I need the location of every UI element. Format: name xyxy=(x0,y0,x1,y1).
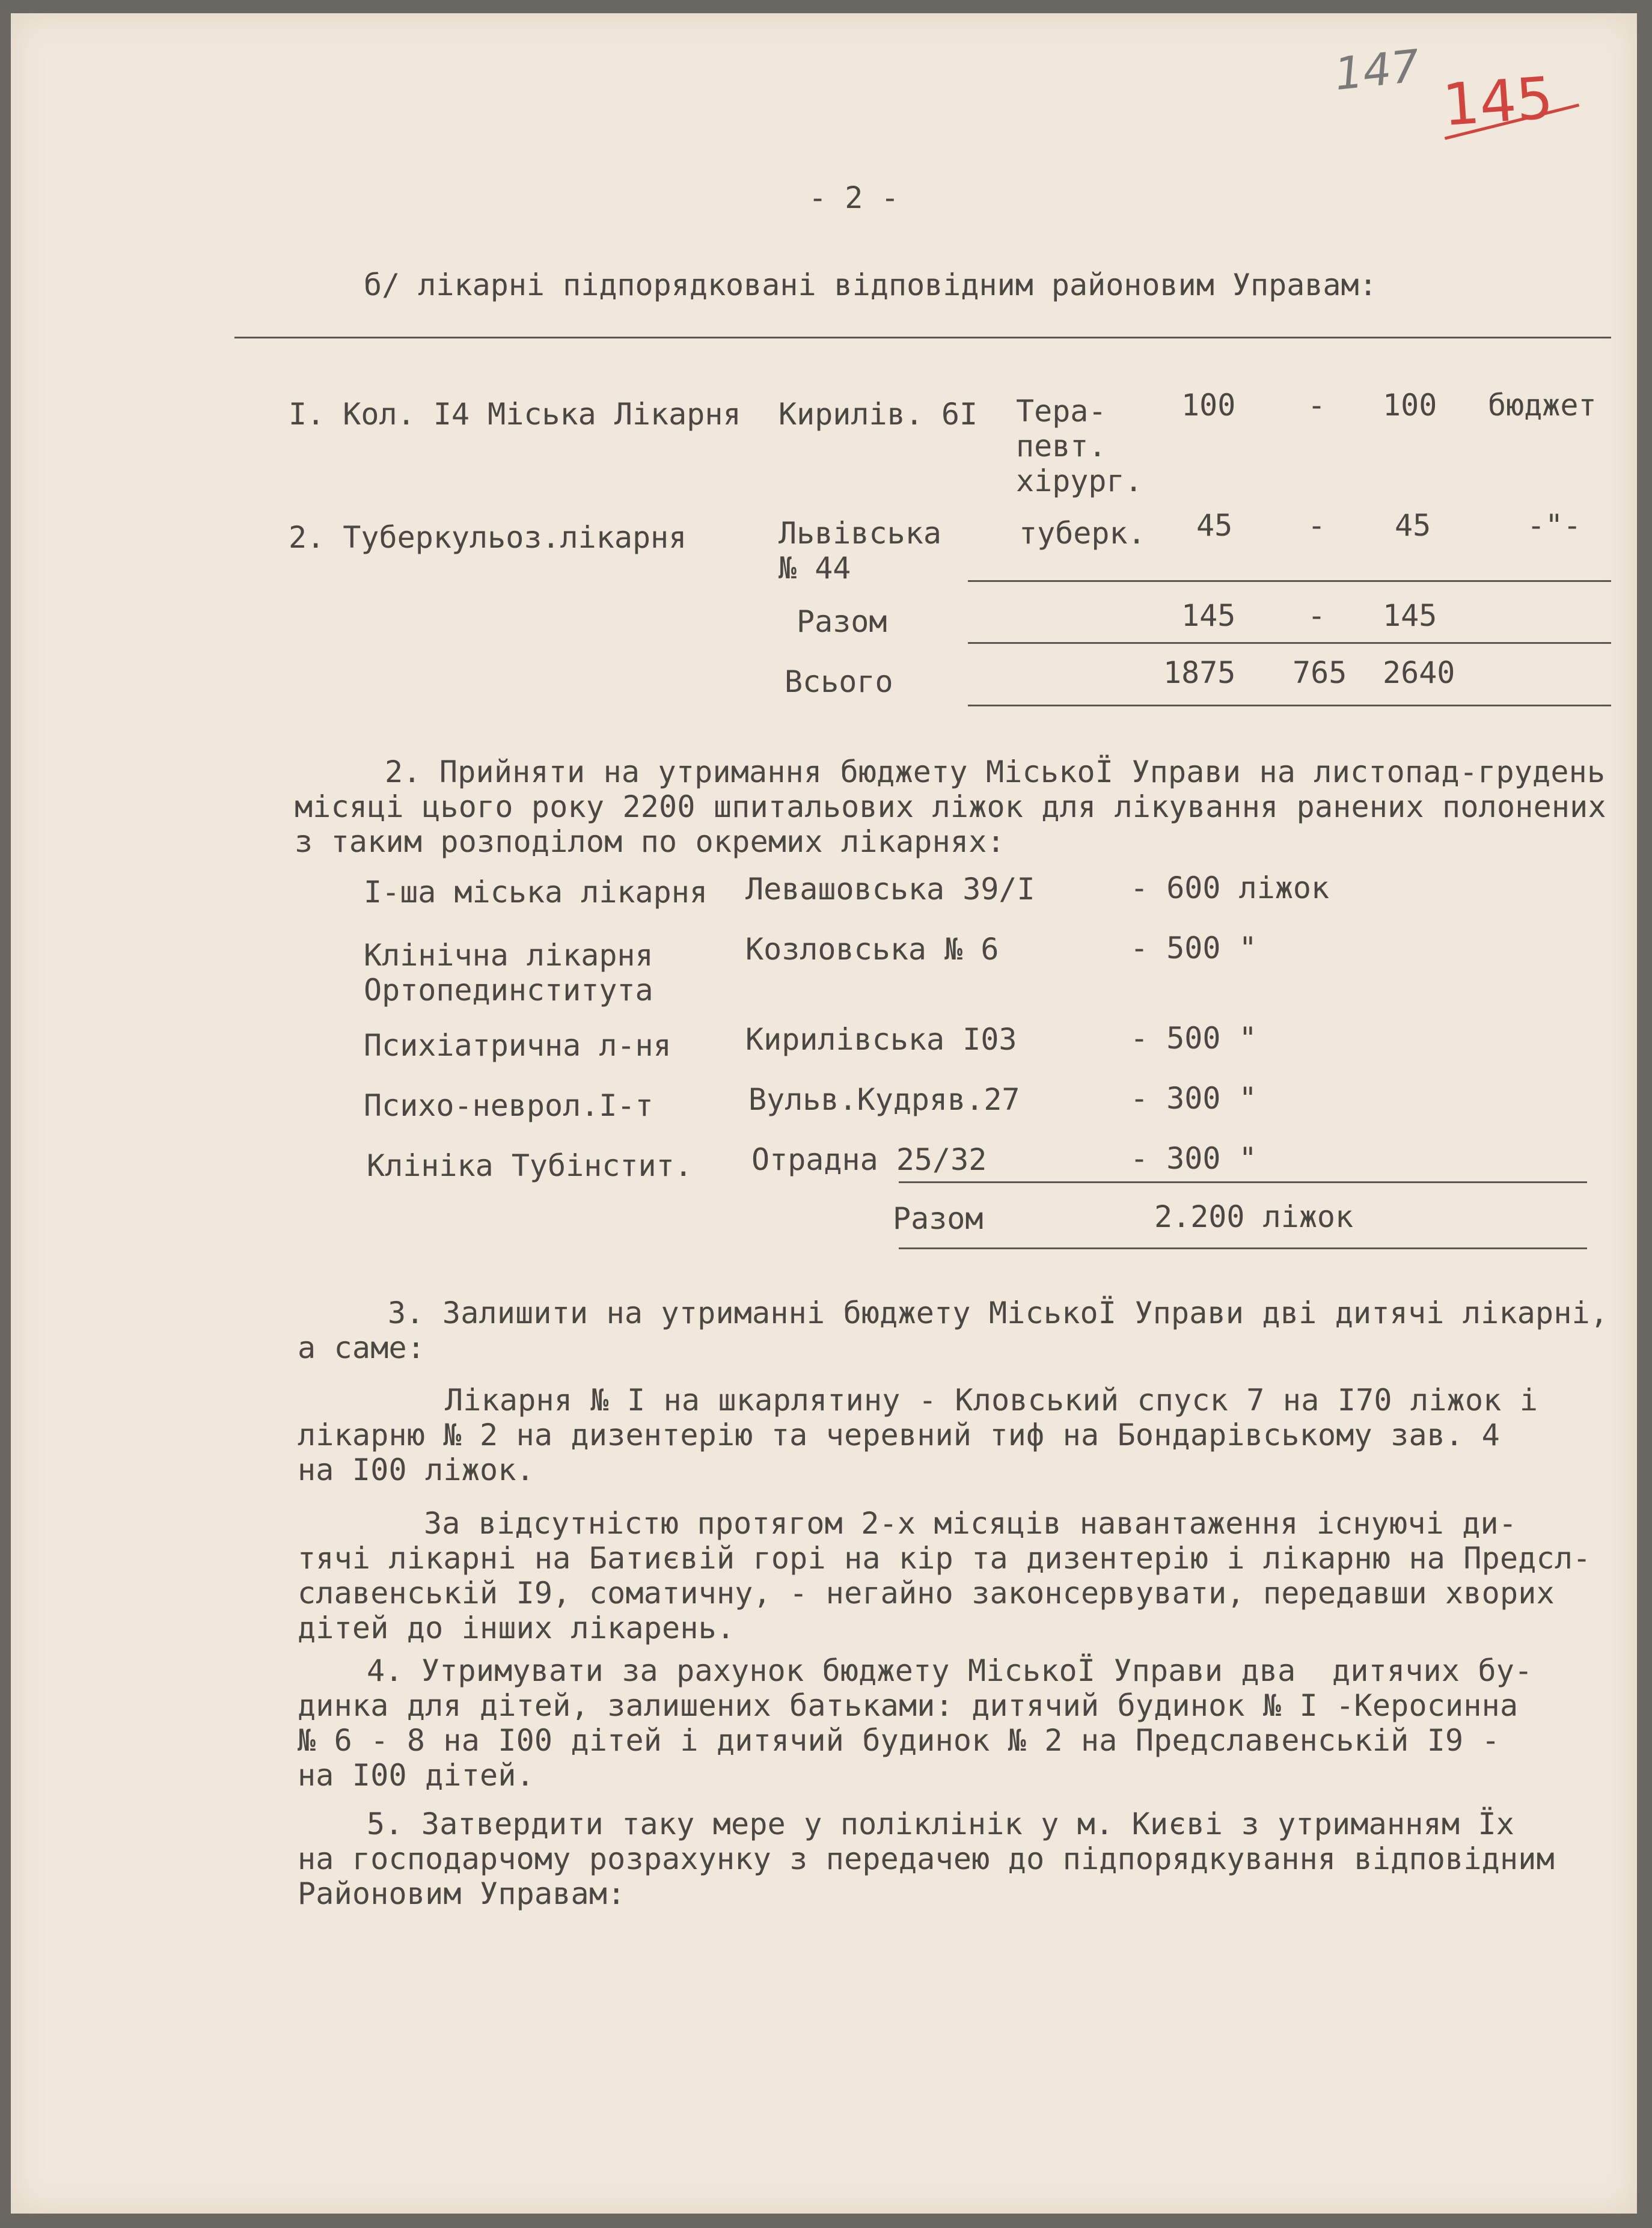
item2-row2-beds: - 500 " xyxy=(1130,931,1257,966)
item2-row5-name: Клініка Тубінстит. xyxy=(367,1148,693,1183)
item2-total-value: 2.200 ліжок xyxy=(1154,1199,1354,1234)
item2-row1-name: І-ша міська лікарня xyxy=(364,875,708,910)
item2-total-rule-top xyxy=(899,1181,1587,1183)
row2-name: 2. Туберкульоз.лікарня xyxy=(289,520,687,555)
item2-row5-address: Отрадна 25/32 xyxy=(751,1142,987,1177)
row1-total: 100 xyxy=(1383,388,1437,423)
item2-row2-name: Клінічна лікарня Ортопединститута xyxy=(364,938,653,1008)
item2-row3-address: Кирилівська І03 xyxy=(745,1022,1017,1057)
grand-total-rule-top xyxy=(968,642,1611,644)
item2-total-rule-bottom xyxy=(899,1247,1587,1249)
archive-number-pencil: 147 xyxy=(1332,40,1422,101)
item2-total-label: Разом xyxy=(893,1201,984,1236)
subtotal-a: 145 xyxy=(1181,598,1236,633)
section-b-heading: б/ лікарні підпорядковані відповідним районовим Управам: xyxy=(364,268,1377,302)
row2-funding: -"- xyxy=(1527,508,1582,543)
row2-total: 45 xyxy=(1395,508,1431,543)
item2-row1-beds: - 600 ліжок xyxy=(1130,871,1330,905)
archive-number-red: 145 xyxy=(1440,64,1555,139)
row1-beds-b: - xyxy=(1308,388,1326,423)
subtotal-total: 145 xyxy=(1383,598,1437,633)
item-3-paragraph-2: За відсутністю протягом 2-х місяців навантаження існуючі ди- тячі лікарні на Батиєвій горі на кір та дизентерію і лікарню на Предсл- славенській І9, соматичну, - негайно законсервувати, передавши хворих дітей до інших лікарень. xyxy=(298,1506,1591,1645)
item2-row2-address: Козловська № 6 xyxy=(745,932,999,967)
item2-row1-address: Левашовська 39/І xyxy=(745,872,1035,907)
item2-row5-beds: - 300 " xyxy=(1130,1141,1257,1176)
subtotal-label: Разом xyxy=(797,604,887,639)
item2-row3-beds: - 500 " xyxy=(1130,1021,1257,1056)
table-top-rule xyxy=(234,337,1611,338)
subtotal-b: - xyxy=(1308,598,1326,633)
item-5-text: 5. Затвердити таку мере у поліклінік у м. Києві з утриманням Їх на господарчому розрахунку з передачею до підпорядкування відповідним Районовим Управам: xyxy=(298,1807,1555,1911)
row2-beds-b: - xyxy=(1308,508,1326,543)
row2-address: Львівська № 44 xyxy=(779,516,941,586)
grand-total-a: 1875 xyxy=(1163,655,1236,690)
grand-total-rule-bottom xyxy=(968,705,1611,706)
item-3-text: 3. Залишити на утриманні бюджету МіськоЇ Управи дві дитячі лікарні, а саме: xyxy=(298,1296,1609,1365)
subtotal-rule xyxy=(968,580,1611,582)
item-2-text: 2. Прийняти на утримання бюджету МіськоЇ Управи на листопад-грудень місяці цього року 2200 шпитальових ліжок для лікування ранених полонених з таким розподілом по окремих лікарнях: xyxy=(295,754,1606,859)
row1-address: Кирилів. 6І xyxy=(779,397,978,432)
grand-total-label: Всього xyxy=(785,664,893,699)
item-4-text: 4. Утримувати за рахунок бюджету МіськоЇ Управи два дитячих бу- динка для дітей, залишених батьками: дитячий будинок № І -Керосинна № 6 - 8 на І00 дітей і дитячий будинок № 2 на Предславенській І9 - на І00 дітей. xyxy=(298,1653,1533,1793)
row1-funding: бюджет xyxy=(1488,388,1597,423)
row2-profile: туберк. xyxy=(1019,516,1146,551)
grand-total-total: 2640 xyxy=(1383,655,1455,690)
item-3-paragraph-1: Лікарня № І на шкарлятину - Кловський спуск 7 на І70 ліжок і лікарню № 2 на дизентерію та черевний тиф на Бондарівському зав. 4 на І00 ліжок. xyxy=(298,1383,1538,1487)
grand-total-b: 765 xyxy=(1293,655,1347,690)
item2-row3-name: Психіатрична л-ня xyxy=(364,1028,672,1063)
item2-row4-name: Психо-неврол.І-т xyxy=(364,1088,653,1123)
item2-row4-address: Вульв.Кудряв.27 xyxy=(748,1082,1020,1117)
row1-beds-a: 100 xyxy=(1181,388,1236,423)
row1-name: І. Кол. І4 Міська Лікарня xyxy=(289,397,741,432)
page-number: - 2 - xyxy=(809,180,899,215)
item2-row4-beds: - 300 " xyxy=(1130,1081,1257,1116)
row2-beds-a: 45 xyxy=(1196,508,1233,543)
row1-profile: Тера- певт. хірург. xyxy=(1016,394,1143,498)
